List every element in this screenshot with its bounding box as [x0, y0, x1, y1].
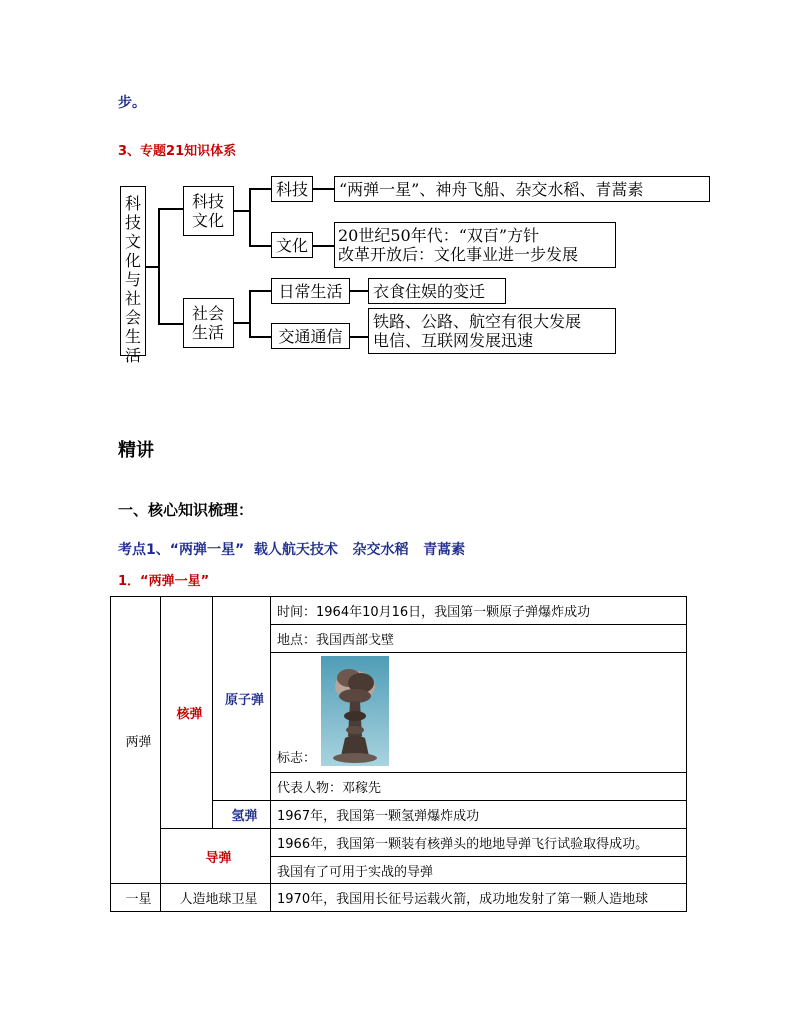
kaodian1-label: 考点1、: [118, 542, 170, 558]
connector-line: [249, 336, 271, 338]
leaf-transport-box: [271, 323, 350, 349]
cell-yz-symbol: [271, 653, 687, 773]
leaf-culture-item: 改革开放后：文化事业进一步发展: [338, 245, 579, 264]
leaf-daily-label: 日常生活: [278, 282, 343, 301]
connector-line: [249, 188, 251, 246]
connector-line: [249, 290, 271, 292]
connector-line: [313, 188, 335, 190]
leaf-daily-content: [368, 278, 506, 304]
leaf-culture-item: 20世纪50年代：“双百”方针: [338, 226, 540, 245]
kaodian1-topic: 载人航天技术: [253, 542, 338, 558]
leaf-daily-box: [271, 278, 350, 304]
cell-liangdan: 两弹: [111, 597, 161, 884]
connector-line: [249, 290, 251, 337]
connector-line: [313, 245, 335, 247]
cell-yz-time: 时间：1964年10月16日，我国第一颗原子弹爆炸成功: [271, 597, 687, 625]
yz-symbol-label: 标志：: [277, 751, 317, 766]
mushroom-cloud-photo: [321, 656, 389, 766]
liangdan-yixing-table: [110, 596, 687, 912]
connector-line: [234, 322, 250, 324]
kaodian1-topic: 青蒿素: [423, 542, 466, 558]
leaf-transport-item: 铁路、公路、航空有很大发展: [373, 312, 582, 331]
cell-wx-text: 1970年，我国用长征号运载火箭，成功地发射了第一颗人造地球: [271, 884, 687, 912]
cell-yz-place: 地点：我国西部戈壁: [271, 625, 687, 653]
leaf-transport-item: 电信、互联网发展迅速: [373, 331, 534, 350]
leaf-tech-item: “两弹一星”、神舟飞船、杂交水稻、青蒿素: [339, 180, 644, 199]
leaf-tech-label: 科技: [275, 180, 308, 199]
leaf-culture-box: [271, 232, 313, 258]
table-row: [111, 884, 687, 912]
leaf-culture-label: 文化: [275, 236, 308, 255]
cell-qingdan: 氢弹: [213, 801, 271, 829]
connector-line: [234, 210, 250, 212]
mindmap-root-label: 科技文化与社会生活: [125, 194, 142, 365]
connector-line: [350, 336, 369, 338]
kaodian1-topic: 杂交水稻: [352, 542, 409, 558]
table-row: [111, 829, 687, 857]
kaodian1-line: [118, 539, 465, 559]
leaf-culture-content: [334, 222, 616, 268]
connector-line: [249, 188, 271, 190]
leaf-tech-content: [334, 176, 710, 202]
branch-social-life-label: 社会生活: [192, 304, 225, 342]
branch-tech-culture-label: 科技文化: [192, 192, 225, 230]
mindmap-branch-social-life: [183, 298, 234, 348]
core-knowledge-heading: 一、核心知识梳理：: [118, 501, 254, 519]
sub1-heading: 1．“两弹一星”: [118, 574, 210, 589]
cell-qd-text: 1967年，我国第一颗氢弹爆炸成功: [271, 801, 687, 829]
kaodian1-topic: “两弹一星”: [169, 542, 245, 558]
leaf-tech-box: [271, 176, 313, 202]
section3-heading: 3、专题21知识体系: [118, 144, 237, 159]
connector-line: [158, 323, 183, 325]
cell-yz-person: 代表人物：邓稼先: [271, 773, 687, 801]
cell-dd-line2: 我国有了可用于实战的导弹: [271, 857, 687, 884]
connector-line: [158, 208, 183, 210]
cell-daodan: 导弹: [161, 829, 271, 884]
cell-yixing: 一星: [111, 884, 161, 912]
connector-line: [249, 245, 271, 247]
cell-dd-line1: 1966年，我国第一颗装有核弹头的地地导弹飞行试验取得成功。: [271, 829, 687, 857]
intro-tail-text: 步。: [118, 95, 146, 111]
mindmap-branch-tech-culture: [183, 186, 234, 236]
table-row: [111, 597, 687, 625]
leaf-transport-content: [368, 308, 616, 354]
cell-hedan: 核弹: [161, 597, 213, 829]
jingjiang-heading: 精讲: [118, 440, 154, 461]
cell-yuanzidan: 原子弹: [213, 597, 271, 801]
mindmap-root-box: [120, 186, 146, 365]
leaf-transport-label: 交通通信: [278, 327, 343, 346]
connector-line: [158, 208, 160, 324]
cell-weixing: 人造地球卫星: [161, 884, 271, 912]
knowledge-mindmap: [0, 0, 794, 400]
leaf-daily-item: 衣食住娱的变迁: [373, 282, 486, 301]
connector-line: [350, 290, 369, 292]
